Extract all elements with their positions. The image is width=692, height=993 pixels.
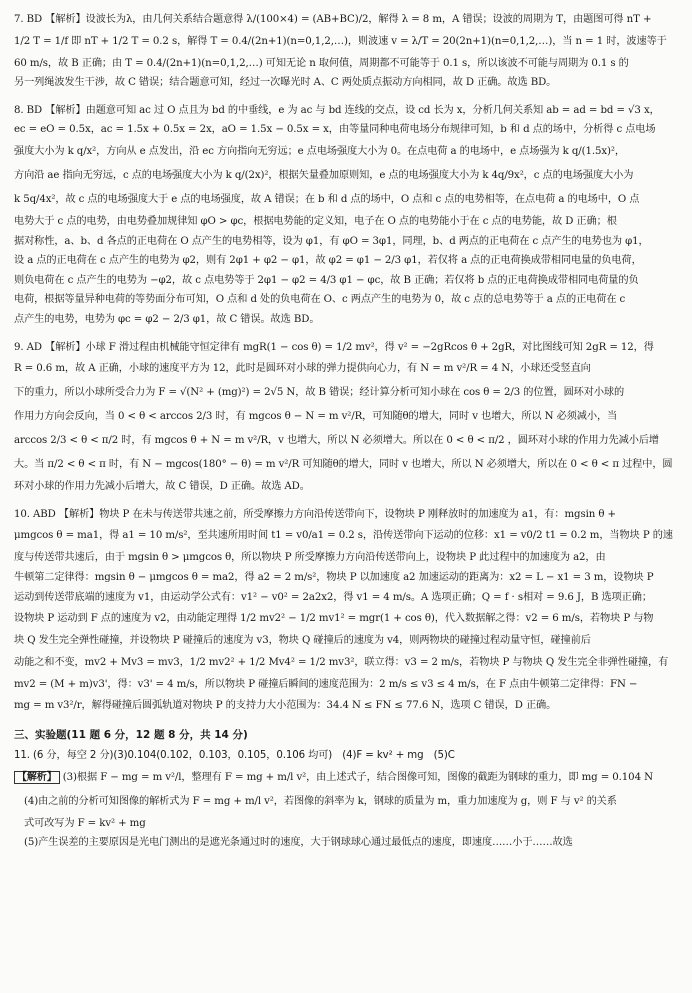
q11-answer: 11. (6 分，每空 2 分)(3)0.104(0.102，0.103，0.105，0.106 均可) (4)F = kv² + mg (5)C xyxy=(14,750,455,762)
q11-analysis xyxy=(14,766,678,790)
q10-line: 牛顿第二定律得：mgsin θ − μmgcos θ = ma2，得 a2 = 2 m/s²，物块 P 以加速度 a2 加速运动的距离为：x2 = L − x1 = 3 m，设物块 P xyxy=(14,571,654,583)
q11-line: (5)产生误差的主要原因是光电门测出的是遮光条通过时的速度，大于钢球球心通过最低点的速度，即速度……小于……故选 xyxy=(24,837,573,849)
q10-line: 10. ABD 【解析】物块 P 在未与传送带共速之前，所受摩擦力方向沿传送带向下，设物块 P 刚释放时的加速度为 a1，有：mgsin θ + xyxy=(14,508,616,520)
q10-line: 块 Q 发生完全弹性碰撞，并设物块 P 碰撞后的速度为 v3，物块 Q 碰撞后的速度为 v4，则两物块的碰撞过程动量守恒，碰撞前后 xyxy=(14,635,591,647)
q8-line: 电势大于 c 点的电势，由电势叠加规律知 φO > φc，根据电势能的定义知，电子在 O 点的电势能小于在 c 点的电势能，故 D 正确；根 xyxy=(14,215,617,227)
q9-line: 环对小球的作用力先减小后增大，故 C 错误，D 正确。故选 AD。 xyxy=(14,481,310,493)
q8-solution xyxy=(14,101,678,330)
q11-line: (3)根据 F − mg = m v²/l，整理有 F = mg + m/l v²，由上述式子，结合图像可知，图像的截距为钢球的重力，即 mg = 0.104 N xyxy=(62,771,653,783)
q10-line: mg = m v3²/r，解得碰撞后圆弧轨道对物块 P 的支持力大小范围为：34.4 N ≤ FN ≤ 77.6 N，选项 C 错误，D 正确。 xyxy=(14,700,557,712)
section-heading: 三、实验题(11 题 6 分，12 题 8 分，共 14 分) xyxy=(14,729,248,742)
analysis-tag: 【解析】 xyxy=(14,771,60,784)
q8-line: k 5q/4x²，故 c 点的电场强度大于 e 点的电场强度，故 A 错误；在 b 和 d 点的场中，O 点和 c 点的电势相等，在点电荷 a 的电场中，O 点 xyxy=(14,193,640,205)
q7-line: 7. BD 【解析】设波长为λ，由几何关系结合题意得 λ/(100×4) = (AB+BC)/2，解得 λ = 8 m，A 错误；设波的周期为 T，由题图可得 nT + xyxy=(14,14,652,25)
q7-line: 60 m/s，故 B 正确；由 T = 0.4/(2n+1)(n=0,1,2,…) 可知无论 n 取何值，周期都不可能等于 0.1 s，所以该波不可能与周期为 0.1 s 的 xyxy=(14,57,629,69)
q8-line: 点产生的电势，电势为 φc = φ2 − 2/3 φ1，故 C 错误。故选 BD。 xyxy=(14,313,320,325)
q9-line: 9. AD 【解析】小球 F 滑过程由机械能守恒定律有 mgR(1 − cos θ) = 1/2 mv²，得 v² = −2gRcos θ + 2gR，对比图线可知 2gR = 12，得 xyxy=(14,341,654,353)
q9-line: arccos 2/3 < θ < π/2 时，有 mgcos θ + N = m v²/R，v 也增大，所以 N 必须增大。所以在 0 < θ < π/2 ，圆环对小球的作用力先减小后增 xyxy=(14,435,659,447)
q7-line: 另一列绳波发生干涉，故 C 错误；结合题意可知，经过一次曝光时 A、C 两处质点振动方向相同，故 D 正确。故选 BD。 xyxy=(14,77,557,89)
q11-line: (4)由之前的分析可知图像的解析式为 F = mg + m/l v²，若图像的斜率为 k，钢球的质量为 m，重力加速度为 g，则 F 与 v² 的关系 xyxy=(24,795,617,807)
q10-line: 度与传送带共速后，由于 mgsin θ > μmgcos θ，所以物块 P 所受摩擦力方向沿传送带向上，设物块 P 此过程中的加速度为 a2，由 xyxy=(14,552,606,564)
q7-solution xyxy=(14,10,678,93)
q10-line: mv2 = (M + m)v3'，得：v3' = 4 m/s，所以物块 P 碰撞后瞬间的速度范围为：2 m/s ≤ v3 ≤ 4 m/s，在 F 点由牛顿第二定律得：FN − xyxy=(14,678,638,690)
q10-line: μmgcos θ = ma1，得 a1 = 10 m/s²，至共速所用时间 t1 = v0/a1 = 0.2 s，沿传送带向下运动的位移：x1 = v0/2 t1 = 0.2 m，当物块 P 的速 xyxy=(14,530,673,542)
q9-line: 大。当 π/2 < θ < π 时，有 N − mgcos(180° − θ) = m v²/R 可知随θ的增大，同时 v 也增大，所以 N 必须增大，所以在 0 < θ < π 过程中，圆 xyxy=(14,459,673,471)
q9-line: 下的重力，所以小球所受合力为 F = √(N² + (mg)²) = 2√5 N，故 B 错误；经计算分析可知小球在 cos θ = 2/3 的位置，圆环对小球的 xyxy=(14,387,625,399)
q8-line: 则负电荷在 c 点产生的电势为 −φ2，故 c 点电势等于 2φ1 − φ2 = 4/3 φ1 − φc，故 B 正确；若仅将 b 点的正电荷换成带相同电荷量的负 xyxy=(14,274,639,286)
q8-line: 8. BD 【解析】由题意可知 ac 过 O 点且为 bd 的中垂线，e 为 ac 与 bd 连线的交点，设 cd 长为 x，分析几何关系知 ab = ad = bd = √3 x， xyxy=(14,104,660,116)
q10-line: 动能之和不变，mv2 + Mv3 = mv3，1/2 mv2² + 1/2 Mv4² = 1/2 mv3²，联立得：v3 = 2 m/s，若物块 P 与物块 Q 发生完全非弹性碰撞，有 xyxy=(14,656,669,668)
q11-line: 式可改写为 F = kv² + mg xyxy=(24,817,146,829)
q10-line: 运动到传送带底端的速度为 v1，由运动学公式有：v1² − v0² = 2a2x2，得 v1 = 4 m/s。A 选项正确；Q = f · s相对 = 9.6 J，B 选项正确； xyxy=(14,591,652,603)
q9-solution xyxy=(14,338,678,497)
q8-line: 方向沿 ae 指向无穷远，c 点的电场强度大小为 k q/(2x)²，根据矢量叠加原则知，e 点的电场强度大小为 k 4q/9x²，c 点的电场强度大小为 xyxy=(14,169,634,181)
q7-line: 1/2 T = 1/f 即 nT + 1/2 T = 0.2 s，解得 T = 0.4/(2n+1)(n=0,1,2,…)，则波速 v = λ/T = 20(2n+1)(n=0,1,2,…)，当 n = 1 时，波速等于 xyxy=(14,35,667,47)
q8-line: 设 a 点的正电荷在 c 点产生的电势为 φ2，则有 2φ1 + φ2 − φ1，故 φ2 = φ1 − 2/3 φ1，若仅将 a 点的正电荷换成带相同电量的负电荷， xyxy=(14,255,642,267)
q11-solution xyxy=(14,746,678,853)
q9-line: R = 0.6 m，故 A 正确，小球的速度平方为 12，此时是圆环对小球的弹力提供向心力，有 N = m v²/R = 4 N，小球还受竖直向 xyxy=(14,363,591,375)
q8-line: 强度大小为 k q/x²，方向从 e 点发出，沿 ec 方向指向无穷远；e 点电场强度大小为 0。在点电荷 a 的电场中，e 点场强为 k q/(1.5x)²， xyxy=(14,145,625,157)
q8-line: 电荷，根据等量异种电荷的等势面分布可知，O 点和 d 处的负电荷在 O、c 两点产生的电势为 0，故 c 点的总电势等于 a 点的正电荷在 c xyxy=(14,294,626,306)
q9-line: 作用力方向会反向，当 0 < θ < arccos 2/3 时，有 mgcos θ − N = m v²/R，可知随θ的增大，同时 v 也增大，所以 N 必须减小，当 xyxy=(14,411,618,423)
q8-line: 据对称性，a、b、d 各点的正电荷在 O 点产生的电势相等，设为 φ1，有 φO = 3φ1，同理，b、d 两点的正电荷在 c 点产生的电势也为 φ1， xyxy=(14,235,649,247)
q10-solution xyxy=(14,505,678,719)
q8-line: ec = eO = 0.5x，ac = 1.5x + 0.5x = 2x，aO = 1.5x − 0.5x = x，由等量同种电荷电场分布规律可知，b 和 d 点的场中，分析得 c 点电场 xyxy=(14,124,656,136)
q10-line: 设物块 P 运动到 F 点的速度为 v2，由动能定理得 1/2 mv2² − 1/2 mv1² = mgr(1 + cos θ)，代入数据解之得：v2 = 6 m/s，若物块 P 与物 xyxy=(14,613,654,625)
